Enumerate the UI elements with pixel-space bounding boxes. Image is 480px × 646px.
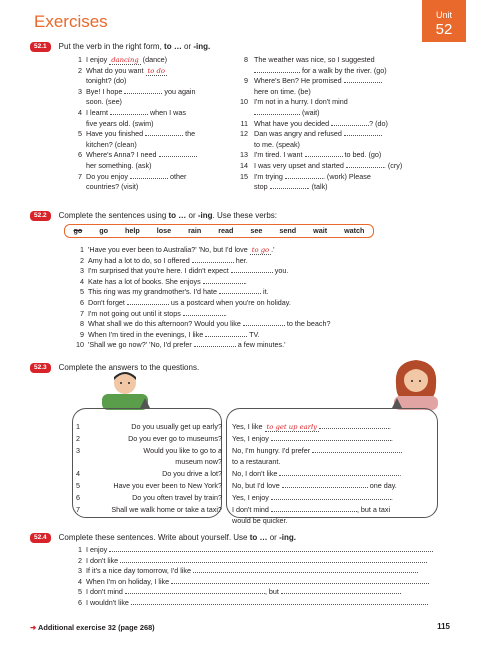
prompt-text: Amy had a lot to do, so I offered (88, 255, 192, 265)
line-text (88, 246, 275, 255)
exercise-line (72, 578, 442, 589)
verb-option: help (124, 225, 140, 235)
additional-exercise-link[interactable] (30, 624, 155, 633)
answer-text: . (390, 433, 393, 443)
prompt-text: Where's Ben? He promised (254, 76, 344, 86)
item-number: 1 (80, 245, 84, 254)
answer-row (232, 447, 402, 456)
item-number: 3 (78, 566, 82, 576)
line-text (88, 310, 227, 319)
answer-row (232, 423, 391, 432)
answer-blank[interactable] (254, 109, 300, 115)
exercise-line (236, 98, 456, 109)
question-text: Do you often travel by train? (132, 492, 222, 502)
answer-blank[interactable] (344, 130, 382, 136)
line-text (86, 173, 186, 182)
prompt-text: . (244, 276, 247, 286)
prompt-text: to bed. (go) (342, 150, 382, 160)
prompt-text: it. (260, 287, 269, 297)
answer-text: Yes, I enjoy (232, 433, 271, 443)
answer-blank[interactable] (305, 151, 343, 157)
prompt-text: I'm surprised that you're here. I didn't expect (88, 266, 231, 276)
exercise-line (72, 546, 442, 557)
item-number: 10 (240, 97, 248, 107)
prompt-text: When I'm on holiday, I like (86, 576, 172, 586)
prompt-text: five years old. (swim) (86, 118, 154, 128)
answer-blank[interactable] (131, 599, 428, 605)
answer-blank[interactable] (285, 173, 323, 179)
line-text (88, 320, 330, 329)
verb-option: wait (313, 225, 328, 235)
exercise-badge: 52.2 (30, 211, 51, 221)
item-number: 4 (78, 576, 82, 586)
prompt-text: Kate has a lot of books. She enjoys (88, 276, 203, 286)
item-number: 1 (76, 422, 80, 431)
answer-blank[interactable] (254, 67, 300, 73)
exercise-badge: 52.4 (30, 533, 51, 543)
item-number: 10 (76, 340, 84, 350)
exercise-instruction: Complete the answers to the questions. (58, 363, 200, 373)
answer-blank[interactable] (344, 77, 382, 83)
answer-blank[interactable] (271, 506, 357, 512)
page-number: 115 (437, 622, 450, 631)
prompt-text: I learnt (86, 107, 110, 117)
prompt-text: I'm not going out until it stops (88, 308, 183, 318)
answer-row (232, 494, 393, 503)
answer-text: I don't mind (232, 504, 271, 514)
answer-text: Yes, I enjoy (232, 492, 271, 502)
item-number: 1 (78, 55, 82, 64)
item-number: 2 (78, 65, 82, 75)
line-text (86, 588, 401, 597)
prompt-text: I don't like (86, 555, 121, 565)
prompt-text: What shall we do this afternoon? Would you like (88, 319, 243, 329)
line-text (86, 151, 197, 160)
question-text: Shall we walk home or take a taxi? (111, 504, 222, 514)
item-number: 4 (80, 276, 84, 286)
item-number: 6 (80, 297, 84, 307)
exercise-52-4-header (30, 533, 296, 543)
answer-blank[interactable] (282, 482, 368, 488)
answer-blank[interactable] (124, 88, 162, 94)
line-text (86, 98, 122, 107)
line-text (88, 331, 260, 340)
item-number: 5 (78, 587, 82, 597)
answer-blank[interactable] (159, 151, 197, 157)
exercise-line (72, 599, 442, 610)
answer-blank[interactable] (109, 546, 433, 552)
prompt-text: . (talk) (307, 182, 328, 192)
line-text (86, 130, 195, 139)
prompt-text: stop (254, 182, 270, 192)
prompt-text: to me. (speak) (254, 139, 300, 149)
answer-blank[interactable] (331, 120, 369, 126)
exercise-52-2-lines (72, 246, 442, 352)
prompt-text: . (work) Please (322, 171, 371, 181)
prompt-text: When I'm tired in the evenings, I like (88, 329, 206, 339)
exercise-badge: 52.1 (30, 42, 51, 52)
item-number: 3 (76, 445, 80, 455)
prompt-text: for a walk by the river. (go) (300, 65, 387, 75)
answer-text: . (390, 492, 393, 502)
item-number: 3 (78, 86, 82, 96)
prompt-text: 'Shall we go now?' 'No, I'd prefer (88, 340, 194, 350)
item-number: 5 (78, 129, 82, 139)
line-text (254, 56, 375, 65)
answer-blank[interactable] (279, 469, 402, 479)
answer-text: would be quicker. (232, 516, 288, 526)
item-number: 2 (76, 433, 80, 443)
line-text (88, 288, 269, 297)
line-text (254, 98, 348, 107)
answer-text: to a restaurant. (232, 457, 281, 467)
answer-blank[interactable] (319, 423, 389, 429)
prompt-text: the (183, 129, 196, 139)
exercise-instruction: Put the verb in the right form, to … or -ing. (58, 42, 211, 52)
item-number: 9 (244, 76, 248, 86)
item-number: 7 (78, 171, 82, 181)
prompt-text: Don't forget (88, 297, 127, 307)
answer-blank[interactable] (281, 588, 401, 594)
verb-option: go (73, 225, 83, 235)
verb-option: go (99, 225, 109, 235)
unit-label: Unit (435, 10, 452, 20)
prompt-text: . (224, 308, 227, 318)
answer-blank[interactable] (243, 320, 285, 326)
line-text (254, 88, 311, 97)
answer-blank[interactable] (192, 257, 234, 263)
answer-blank[interactable] (194, 341, 236, 347)
verb-box (64, 224, 374, 238)
line-text (88, 341, 286, 350)
prompt-text: Bye! I hope (86, 86, 125, 96)
line-text (86, 162, 152, 171)
prompt-text: I don't mind (86, 587, 125, 597)
example-answer: dancing (111, 56, 139, 64)
prompt-text: Do you enjoy (86, 171, 130, 181)
answer-blank[interactable] (193, 567, 418, 573)
item-number: 1 (78, 545, 82, 554)
answer-blank[interactable] (219, 288, 261, 294)
speech-bubble-tail-right (392, 398, 402, 408)
exercise-52-1-right-column (236, 56, 456, 194)
prompt-text: TV. (247, 329, 260, 339)
additional-exercise-text: Additional exercise 32 (page 268) (37, 623, 155, 632)
line-text (254, 173, 371, 182)
prompt-text: Where's Anna? I need (86, 150, 159, 160)
answer-row (232, 482, 397, 491)
line-text (86, 88, 196, 97)
prompt-text: The weather was nice, so I suggested (254, 55, 375, 64)
prompt-text: What have you decided (254, 118, 332, 128)
answer-blank[interactable] (110, 109, 148, 115)
prompt-text: I was very upset and started (254, 160, 346, 170)
prompt-text: her something. (ask) (86, 160, 152, 170)
line-text (254, 183, 328, 192)
line-text (254, 109, 320, 118)
answer-text: . (388, 422, 391, 431)
item-number: 11 (240, 118, 248, 128)
arrow-right-icon: ➜ (30, 623, 37, 632)
line-text (254, 77, 382, 86)
line-text (254, 141, 300, 150)
prompt-text: I wouldn't like (86, 597, 131, 607)
unit-number: 52 (435, 20, 453, 38)
line-text (86, 67, 167, 76)
verb-option: send (279, 225, 297, 235)
item-number: 5 (80, 287, 84, 297)
exercise-instruction: Complete these sentences. Write about yourself. Use to … or -ing. (58, 533, 296, 543)
line-text (254, 130, 382, 139)
example-answer: to get up early (266, 423, 317, 431)
exercise-line (236, 183, 456, 194)
answer-blank[interactable] (270, 183, 308, 189)
prompt-text: I enjoy (86, 545, 110, 554)
item-number: 12 (240, 129, 248, 139)
prompt-text: (dance) (140, 55, 168, 64)
item-number: 7 (76, 504, 80, 514)
answer-blank[interactable] (205, 331, 247, 337)
verb-option: lose (156, 225, 172, 235)
prompt-text: when I was (147, 107, 186, 117)
item-number: 7 (80, 308, 84, 318)
prompt-text: (wait) (300, 107, 320, 117)
answer-blank[interactable] (203, 278, 245, 284)
answer-blank[interactable] (231, 267, 273, 273)
prompt-text: Dan was angry and refused (254, 129, 344, 139)
prompt-text: I'm not in a hurry. I don't mind (254, 97, 348, 107)
prompt-text: I enjoy (86, 55, 110, 64)
item-number: 2 (80, 255, 84, 265)
exercise-instruction: Complete the sentences using to … or -ing. Use these verbs: (58, 211, 277, 221)
exercise-line (72, 183, 242, 194)
prompt-text: tonight? (do) (86, 76, 127, 86)
line-text (86, 141, 137, 150)
answer-text: No, I don't like (232, 469, 280, 479)
answer-blank[interactable] (127, 299, 169, 305)
prompt-text: .' (271, 245, 275, 254)
item-number: 15 (240, 171, 248, 181)
line-text (88, 267, 288, 276)
prompt-text: ? (do) (369, 118, 388, 128)
question-text: Do you ever go to museums? (128, 433, 222, 443)
item-number: 9 (80, 329, 84, 339)
answer-row (232, 435, 393, 444)
line-text (254, 67, 387, 76)
page-title: Exercises (34, 12, 108, 31)
line-text (86, 120, 154, 129)
line-text (86, 599, 428, 608)
item-number: 4 (76, 469, 80, 479)
answer-blank[interactable] (271, 494, 391, 500)
answer-blank[interactable] (130, 173, 168, 179)
answer-blank[interactable] (312, 447, 402, 453)
answer-text: . (399, 469, 402, 479)
answer-blank[interactable] (125, 588, 265, 594)
prompt-text: soon. (see) (86, 97, 122, 107)
line-text (254, 162, 402, 171)
item-number: 2 (78, 555, 82, 565)
prompt-text: This ring was my grandmother's. I'd hate (88, 287, 219, 297)
line-text (254, 120, 388, 129)
answer-text: Yes, I like (232, 422, 265, 431)
item-number: 6 (78, 597, 82, 607)
prompt-text: here on time. (be) (254, 86, 311, 96)
question-text: Would you like to go to a (143, 445, 222, 455)
line-text (88, 278, 247, 287)
answer-blank[interactable] (120, 557, 427, 563)
line-text (86, 109, 186, 118)
answer-text: No, I'm hungry. I'd prefer (232, 445, 313, 455)
verb-option: watch (344, 225, 365, 235)
item-number: 5 (76, 481, 80, 490)
example-answer: to do (147, 66, 165, 75)
line-text (86, 77, 126, 86)
line-text (88, 257, 248, 266)
item-number: 6 (78, 150, 82, 160)
prompt-text: countries? (visit) (86, 182, 139, 192)
answer-text: one day. (367, 481, 397, 490)
line-text (86, 56, 167, 65)
item-number: 13 (240, 150, 248, 160)
answer-row (232, 517, 288, 526)
speech-bubble-tail-left (140, 398, 150, 408)
answer-blank[interactable] (183, 310, 225, 316)
question-text: Do you usually get up early? (131, 422, 222, 431)
item-number: 3 (80, 266, 84, 276)
example-answer: to go (251, 246, 270, 254)
answer-blank[interactable] (145, 130, 183, 136)
exercise-52-2-header (30, 211, 277, 221)
line-text (88, 299, 291, 308)
prompt-text: kitchen? (clean) (86, 139, 137, 149)
exercise-line (72, 341, 442, 352)
prompt-text: I'm trying (254, 171, 285, 181)
exercise-52-4-lines (72, 546, 442, 610)
question-text: museum now? (175, 457, 222, 467)
item-number: 8 (80, 319, 84, 329)
answer-row (232, 470, 401, 479)
exercise-52-1-header (30, 42, 210, 52)
prompt-text: . (cry) (383, 160, 403, 170)
answer-blank[interactable] (346, 162, 384, 168)
line-text (86, 578, 429, 587)
answer-text: No, but I'd love (232, 481, 282, 490)
answer-blank[interactable] (271, 435, 391, 441)
item-number: 6 (76, 492, 80, 502)
line-text (86, 183, 138, 192)
answer-blank[interactable] (171, 578, 429, 584)
item-number: 4 (78, 107, 82, 117)
line-text (86, 557, 427, 566)
prompt-text: If it's a nice day tomorrow, I'd like (86, 566, 194, 576)
prompt-text: , but (264, 587, 281, 597)
item-number: 14 (240, 160, 248, 170)
prompt-text: you again (162, 86, 196, 96)
verb-option: rain (188, 225, 202, 235)
item-number: 8 (244, 55, 248, 64)
prompt-text: What do you want (86, 65, 146, 75)
prompt-text: you. (272, 266, 289, 276)
answer-row (232, 506, 390, 515)
prompt-text: Have you finished (86, 129, 146, 139)
exercise-52-1-left-column (72, 56, 242, 194)
question-text: Have you ever been to New York? (113, 481, 222, 490)
answer-row (232, 458, 280, 467)
question-text: Do you drive a lot? (162, 469, 222, 479)
prompt-text: I'm tired. I want (254, 150, 305, 160)
line-text (86, 567, 418, 576)
prompt-text: 'Have you ever been to Australia?' 'No, but I'd love (88, 245, 250, 254)
line-text (254, 151, 381, 160)
prompt-text: a few minutes.' (235, 340, 286, 350)
unit-tab (422, 0, 466, 42)
prompt-text: to the beach? (284, 319, 331, 329)
prompt-text: other (167, 171, 187, 181)
prompt-text: us a postcard when you're on holiday. (168, 297, 291, 307)
verb-option: see (250, 225, 263, 235)
prompt-text: her. (233, 255, 248, 265)
answer-text: , but a taxi (356, 504, 391, 514)
exercise-badge: 52.3 (30, 363, 51, 373)
line-text (86, 546, 433, 555)
verb-option: read (218, 225, 234, 235)
